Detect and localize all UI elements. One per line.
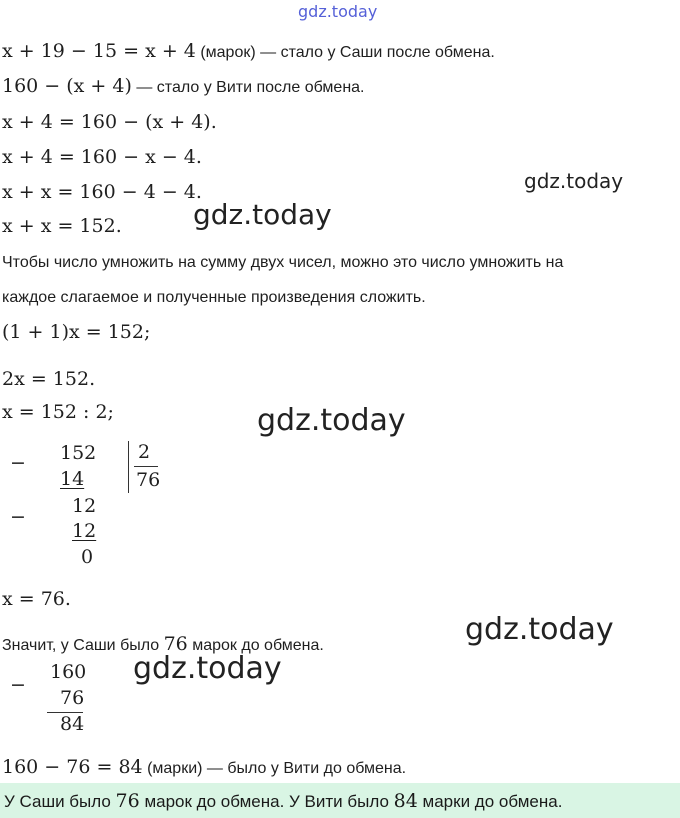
watermark: gdz.today xyxy=(257,403,406,438)
equation: x + 19 − 15 = x + 4 xyxy=(2,40,196,62)
solution-line-9: x = 152 : 2; xyxy=(2,401,114,423)
solution-line-6: x + x = 152. xyxy=(2,215,122,237)
remainder-1: 12 xyxy=(72,495,97,517)
explanation: — стало у Вити после обмена. xyxy=(131,79,365,96)
answer-number-vitya: 84 xyxy=(393,790,418,812)
minus-sign: − xyxy=(10,452,26,474)
solution-line-3: x + 4 = 160 − (x + 4). xyxy=(2,111,217,133)
subtrahend: 76 xyxy=(60,687,85,709)
header-watermark: gdz.today xyxy=(298,2,378,21)
solution-line-5: x + x = 160 − 4 − 4. xyxy=(2,181,202,203)
remainder-final: 0 xyxy=(81,546,94,568)
solution-line-4: x + 4 = 160 − x − 4. xyxy=(2,146,202,168)
subtrahend-2: 12 xyxy=(72,520,97,542)
equation: 160 − 76 = 84 xyxy=(2,756,143,778)
watermark: gdz.today xyxy=(133,651,282,686)
divisor-underline xyxy=(134,466,158,467)
divisor: 2 xyxy=(138,441,151,463)
difference: 84 xyxy=(60,713,85,735)
expression: 160 − (x + 4) xyxy=(2,75,132,97)
rule-text-1: Чтобы число умножить на сумму двух чисел, можно это число умножить на xyxy=(2,254,564,271)
explanation: Значит, у Саши было xyxy=(2,637,164,654)
number: 76 xyxy=(163,633,188,655)
answer-text: У Саши было 76 марок до обмена. У Вити было 84 марки до обмена. xyxy=(4,790,563,812)
solution-line-7: (1 + 1)x = 152; xyxy=(2,321,151,343)
explanation: (марок) — стало у Саши после обмена. xyxy=(195,44,495,61)
quotient: 76 xyxy=(136,469,161,491)
minus-sign: − xyxy=(10,674,26,696)
minuend: 160 xyxy=(50,661,87,683)
watermark: gdz.today xyxy=(465,612,614,647)
solution-line-8: 2x = 152. xyxy=(2,368,96,390)
answer-number-sasha: 76 xyxy=(115,790,140,812)
explanation: (марки) — было у Вити до обмена. xyxy=(142,760,407,777)
solution-line-12 xyxy=(2,756,406,779)
solution-line-2 xyxy=(2,75,365,98)
watermark: gdz.today xyxy=(193,198,332,231)
solution-line-1 xyxy=(2,40,495,63)
watermark: gdz.today xyxy=(524,169,624,193)
dividend: 152 xyxy=(60,442,97,464)
rule-text-2: каждое слагаемое и полученные произведения сложить. xyxy=(2,289,426,306)
explanation: марок до обмена. xyxy=(187,637,324,654)
minus-sign: − xyxy=(10,506,26,528)
division-bar xyxy=(128,441,129,493)
subtrahend-1: 14 xyxy=(60,468,85,490)
solution-line-10: x = 76. xyxy=(2,588,71,610)
